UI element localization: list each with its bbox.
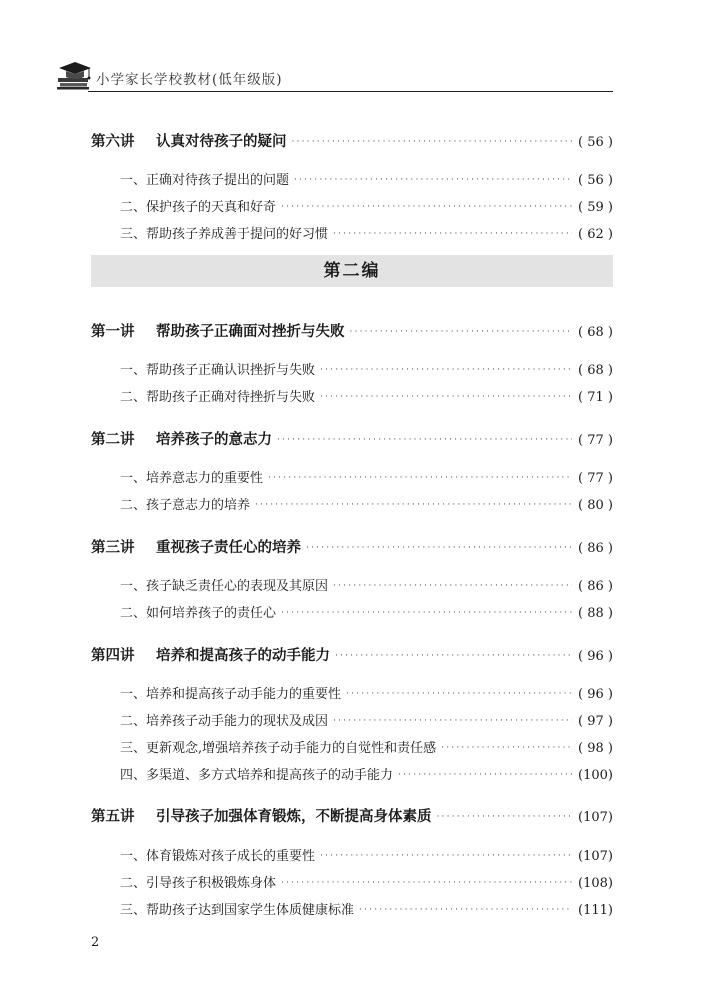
dot-leader (333, 716, 572, 726)
page-ref: ( 97 ) (578, 714, 613, 729)
dot-leader (350, 327, 573, 337)
section-title: 二、引导孩子积极锻炼身体 (120, 876, 277, 891)
page-ref: ( 77 ) (578, 433, 613, 448)
toc-lecture-6[interactable] (91, 130, 613, 151)
section-title: 四、多渠道、多方式培养和提高孩子的动手能力 (120, 768, 394, 783)
page-ref: ( 96 ) (578, 649, 613, 664)
section-title: 三、更新观念,增强培养孩子动手能力的自觉性和责任感 (120, 741, 437, 756)
lecture-number: 第六讲 (91, 134, 135, 150)
dot-leader (441, 743, 572, 753)
page-ref: ( 62 ) (578, 227, 613, 242)
toc-section[interactable] (120, 494, 613, 513)
page-ref: (107) (578, 810, 613, 825)
lecture-number: 第五讲 (91, 809, 135, 825)
page-number: 2 (91, 935, 100, 950)
dot-leader (292, 137, 573, 147)
toc-lecture-3[interactable] (91, 536, 613, 557)
toc-lecture-2[interactable] (91, 428, 613, 449)
page-ref: ( 98 ) (578, 741, 613, 756)
lecture-title: 培养孩子的意志力 (156, 432, 272, 448)
lecture-number: 第一讲 (91, 324, 135, 340)
dot-leader (255, 500, 572, 510)
toc-section[interactable] (120, 386, 613, 405)
toc-section[interactable] (120, 467, 613, 486)
graduation-cap-books-icon (55, 58, 95, 90)
section-title: 二、如何培养孩子的责任心 (120, 606, 277, 621)
toc-section[interactable] (120, 602, 613, 621)
dot-leader (281, 608, 572, 618)
page-ref: ( 86 ) (578, 579, 613, 594)
toc-section[interactable] (120, 737, 613, 756)
lecture-number: 第二讲 (91, 432, 135, 448)
page-ref: (111) (578, 903, 613, 918)
section-title: 一、体育锻炼对孩子成长的重要性 (120, 849, 316, 864)
lecture-title: 培养和提高孩子的动手能力 (156, 648, 330, 664)
header-rule (88, 91, 613, 92)
dot-leader (281, 202, 572, 212)
toc-section[interactable] (120, 575, 613, 594)
page-ref: ( 80 ) (578, 498, 613, 513)
page-ref: ( 56 ) (578, 135, 613, 150)
part-banner: 第二编 (91, 255, 613, 287)
section-title: 一、培养意志力的重要性 (120, 471, 264, 486)
dot-leader (306, 543, 572, 553)
toc-section[interactable] (120, 764, 613, 783)
toc-lecture-5[interactable] (91, 805, 613, 826)
lecture-title: 帮助孩子正确面对挫折与失败 (156, 324, 345, 340)
dot-leader (320, 365, 572, 375)
section-title: 一、孩子缺乏责任心的表现及其原因 (120, 579, 329, 594)
lecture-title: 引导孩子加强体育锻炼，不断提高身体素质 (156, 809, 432, 825)
dot-leader (277, 435, 572, 445)
page-ref: ( 96 ) (578, 687, 613, 702)
dot-leader (437, 812, 573, 822)
lecture-title: 重视孩子责任心的培养 (156, 540, 301, 556)
book-title: 小学家长学校教材(低年级版) (96, 72, 283, 88)
running-header (55, 58, 613, 94)
lecture-number: 第三讲 (91, 540, 135, 556)
toc-section[interactable] (120, 872, 613, 891)
dot-leader (359, 905, 572, 915)
page-ref: ( 56 ) (578, 173, 613, 188)
dot-leader (320, 851, 572, 861)
section-title: 一、帮助孩子正确认识挫折与失败 (120, 363, 316, 378)
toc-lecture-1[interactable] (91, 320, 613, 341)
page-ref: (100) (578, 768, 613, 783)
section-title: 一、培养和提高孩子动手能力的重要性 (120, 687, 342, 702)
dot-leader (346, 689, 572, 699)
section-title: 二、帮助孩子正确对待挫折与失败 (120, 390, 316, 405)
toc-section[interactable] (120, 845, 613, 864)
page-ref: (107) (578, 849, 613, 864)
section-title: 二、保护孩子的天真和好奇 (120, 200, 277, 215)
page-ref: (108) (578, 876, 613, 891)
toc-lecture-4[interactable] (91, 644, 613, 665)
lecture-title: 认真对待孩子的疑问 (156, 134, 287, 150)
toc-section[interactable] (120, 169, 613, 188)
page-ref: ( 88 ) (578, 606, 613, 621)
toc-section[interactable] (120, 359, 613, 378)
toc-section[interactable] (120, 683, 613, 702)
page-ref: ( 71 ) (578, 390, 613, 405)
toc-section[interactable] (120, 899, 613, 918)
section-title: 三、帮助孩子养成善于提问的好习惯 (120, 227, 329, 242)
dot-leader (335, 651, 572, 661)
page-ref: ( 68 ) (578, 325, 613, 340)
section-title: 二、培养孩子动手能力的现状及成因 (120, 714, 329, 729)
lecture-number: 第四讲 (91, 648, 135, 664)
dot-leader (333, 581, 572, 591)
page-ref: ( 86 ) (578, 541, 613, 556)
dot-leader (268, 473, 572, 483)
page-ref: ( 68 ) (578, 363, 613, 378)
page-ref: ( 59 ) (578, 200, 613, 215)
section-title: 二、孩子意志力的培养 (120, 498, 251, 513)
toc-section[interactable] (120, 223, 613, 242)
section-title: 一、正确对待孩子提出的问题 (120, 173, 290, 188)
dot-leader (398, 770, 572, 780)
dot-leader (294, 175, 572, 185)
toc-section[interactable] (120, 710, 613, 729)
page-ref: ( 77 ) (578, 471, 613, 486)
dot-leader (320, 392, 572, 402)
dot-leader (281, 878, 572, 888)
section-title: 三、帮助孩子达到国家学生体质健康标准 (120, 903, 355, 918)
dot-leader (333, 229, 572, 239)
toc-section[interactable] (120, 196, 613, 215)
